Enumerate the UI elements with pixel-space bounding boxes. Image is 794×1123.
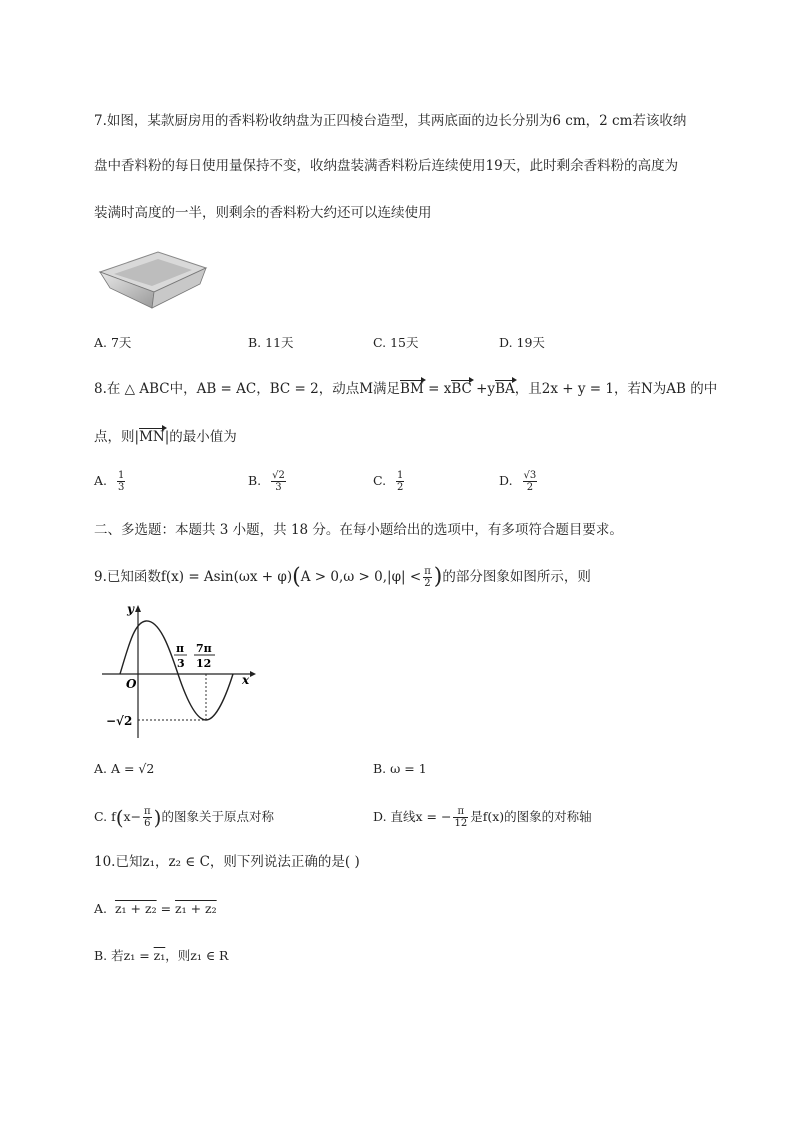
q7-option-c: C. 15天 [373, 335, 419, 350]
sine-graph [100, 600, 260, 740]
q8-eq: = x [423, 381, 452, 397]
section-2-heading: 二、多选题：本题共 3 小题，共 18 分。在每小题给出的选项中，有多项符合题目要求。 [94, 522, 623, 538]
tick-pi-3-den: 3 [177, 657, 185, 670]
tick-7pi-12-num: 7π [196, 642, 212, 655]
q9-option-b: B. ω = 1 [373, 761, 427, 776]
y-axis-arrow [135, 605, 141, 612]
q10-option-a: A. z₁ + z₂ = z₁ + z₂ [94, 901, 217, 916]
y-axis-label: y [127, 602, 134, 616]
q8-option-c: C. $\frac{1}{2}$ [373, 470, 404, 493]
x-axis-arrow [250, 671, 256, 677]
q7-line-3: 装满时高度的一半，则剩余的香料粉大约还可以连续使用 [94, 205, 432, 221]
q10-stem: 10.已知z₁，z₂ ∈ C，则下列说法正确的是( ) [94, 854, 360, 870]
q8-option-b: B. $\frac{√2}{3}$ [248, 470, 285, 493]
vector-ba: BA [495, 381, 515, 397]
conj-sum-right: z₁ + z₂ [175, 901, 217, 916]
q8-text-a: 8.在 △ ABC中，AB = AC，BC = 2，动点M满足 [94, 381, 401, 397]
fraction: $\frac{\pi}{12}$ [454, 806, 468, 829]
q8-option-d: D. $\frac{√3}{2}$ [499, 470, 537, 493]
sine-curve [120, 621, 233, 720]
q8-line-1 [94, 380, 717, 398]
tick-pi-3-num: π [176, 642, 185, 655]
origin-label: O [126, 677, 137, 691]
fraction: $\frac{√3}{2}$ [523, 470, 537, 493]
spice-tray-photo [96, 246, 212, 312]
q7-line-1: 7.如图，某款厨房用的香料粉收纳盘为正四棱台造型，其两底面的边长分别为6 cm，2 cm若该收纳 [94, 113, 687, 129]
q9-option-a: A. A = √2 [94, 761, 155, 776]
q8-text-c: 点，则| [94, 429, 140, 445]
fraction: $\frac{1}{3}$ [117, 470, 125, 493]
q8-text-d: |的最小值为 [164, 429, 237, 445]
q8-plus: +y [471, 381, 496, 397]
q7-option-a: A. 7天 [94, 335, 132, 350]
q7-option-d: D. 19天 [499, 335, 545, 350]
vector-bc: BC [451, 381, 472, 397]
fraction: $\frac{1}{2}$ [397, 470, 404, 493]
q9-stem: 9.已知函数f(x) = Asin(ωx + φ)(A > 0,ω > 0,|φ| < $\frac{\pi}{2}$ )的部分图象如图所示，则 [94, 564, 591, 590]
q9-option-c: C. f(x− $\frac{\pi}{6}$ )的图象关于原点对称 [94, 805, 274, 830]
q7-line-2: 盘中香料粉的每日使用量保持不变，收纳盘装满香料粉后连续使用19天，此时剩余香料粉的高度为 [94, 158, 679, 174]
conj-z1: z₁ [153, 948, 166, 963]
x-axis-label: x [242, 673, 250, 687]
fraction: $\frac{\pi}{6}$ [144, 806, 151, 829]
q10-option-b: B. 若z₁ = z₁，则z₁ ∈ R [94, 948, 229, 963]
q8-text-b: ，且2x + y = 1，若N为AB 的中 [514, 381, 718, 397]
q8-line-2 [94, 428, 237, 446]
fraction: $\frac{√2}{3}$ [272, 470, 285, 493]
q8-option-a: A. $\frac{1}{3}$ [94, 470, 125, 493]
q7-option-b: B. 11天 [248, 335, 294, 350]
vector-bm: BM [400, 381, 424, 397]
conj-sum-left: z₁ + z₂ [114, 901, 157, 916]
tick-7pi-12-den: 12 [196, 657, 212, 670]
vector-mn: MN [139, 429, 165, 445]
min-value-label: −√2 [106, 714, 133, 728]
fraction: $\frac{\pi}{2}$ [424, 566, 431, 589]
q9-option-d: D. 直线x = − $\frac{\pi}{12}$ 是f(x)的图象的对称轴 [373, 806, 592, 829]
